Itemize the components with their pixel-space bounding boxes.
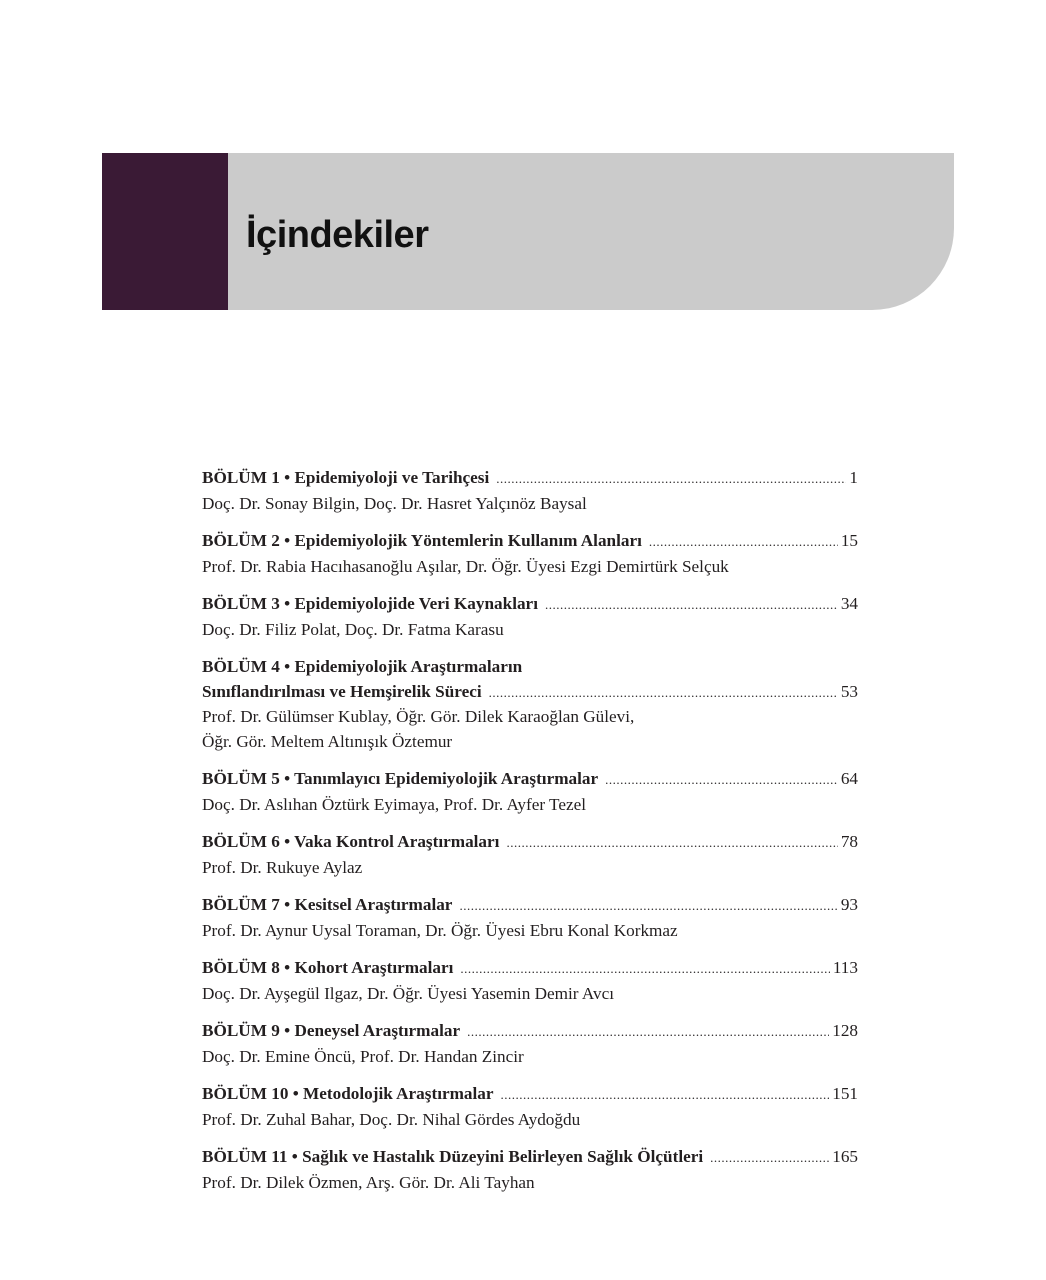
toc-entry[interactable] — [202, 893, 858, 943]
page-number: 64 — [840, 769, 858, 788]
page-number: 15 — [840, 531, 858, 550]
chapter-authors: Prof. Dr. Zuhal Bahar, Doç. Dr. Nihal Gördes Aydoğdu — [202, 1109, 581, 1129]
dot-leader — [710, 1145, 829, 1171]
chapter-number: BÖLÜM 6 — [202, 832, 280, 851]
toc-heading-line — [202, 680, 858, 706]
chapter-authors: Doç. Dr. Aslıhan Öztürk Eyimaya, Prof. Dr. Ayfer Tezel — [202, 794, 587, 814]
page-title: İçindekiler — [246, 214, 429, 256]
dot-leader — [460, 956, 829, 982]
toc-entry[interactable] — [202, 529, 858, 579]
toc-entry[interactable] — [202, 767, 858, 817]
chapter-title: Metodolojik Araştırmalar — [303, 1084, 494, 1103]
chapter-title: Sağlık ve Hastalık Düzeyini Belirleyen Sağlık Ölçütleri — [302, 1147, 704, 1166]
chapter-title: Deneysel Araştırmalar — [294, 1021, 461, 1040]
chapter-title: Epidemiyolojik Yöntemlerin Kullanım Alanları — [294, 531, 642, 550]
chapter-separator: • — [279, 531, 295, 550]
chapter-separator: • — [279, 1021, 295, 1040]
page-number: 165 — [832, 1147, 858, 1166]
chapter-title: Epidemiyoloji ve Tarihçesi — [294, 468, 490, 487]
chapter-authors: Doç. Dr. Emine Öncü, Prof. Dr. Handan Zincir — [202, 1046, 524, 1066]
toc-entry[interactable] — [202, 1082, 858, 1132]
dot-leader — [649, 529, 838, 555]
toc-entry[interactable] — [202, 830, 858, 880]
chapter-authors: Prof. Dr. Aynur Uysal Toraman, Dr. Öğr. Üyesi Ebru Konal Korkmaz — [202, 920, 678, 940]
chapter-number: BÖLÜM 9 — [202, 1021, 280, 1040]
chapter-authors: Prof. Dr. Dilek Özmen, Arş. Gör. Dr. Ali Tayhan — [202, 1172, 535, 1192]
toc-heading-line — [202, 655, 858, 680]
page-number: 1 — [849, 468, 858, 487]
dot-leader — [467, 1019, 829, 1045]
chapter-authors: Prof. Dr. Rabia Hacıhasanoğlu Aşılar, Dr. Öğr. Üyesi Ezgi Demirtürk Selçuk — [202, 556, 729, 576]
chapter-authors: Öğr. Gör. Meltem Altınışık Öztemur — [202, 731, 453, 751]
toc-entry[interactable] — [202, 956, 858, 1006]
toc-heading-line — [202, 1145, 858, 1171]
table-of-contents — [202, 466, 858, 1208]
chapter-separator: • — [279, 958, 295, 977]
page-number: 151 — [832, 1084, 858, 1103]
chapter-title: Epidemiyolojik Araştırmaların — [294, 657, 523, 676]
toc-heading-line — [202, 592, 858, 618]
toc-heading-line — [202, 956, 858, 982]
dot-leader — [459, 893, 837, 919]
chapter-separator: • — [288, 1084, 304, 1103]
toc-heading-line — [202, 830, 858, 856]
chapter-title: Tanımlayıcı Epidemiyolojik Araştırmalar — [294, 769, 599, 788]
chapter-title: Kohort Araştırmaları — [294, 958, 454, 977]
chapter-authors: Prof. Dr. Gülümser Kublay, Öğr. Gör. Dilek Karaoğlan Gülevi, — [202, 707, 635, 726]
dot-leader — [496, 466, 846, 492]
page-number: 93 — [840, 895, 858, 914]
chapter-title: Sınıflandırılması ve Hemşirelik Süreci — [202, 681, 482, 701]
chapter-number: BÖLÜM 7 — [202, 895, 280, 914]
chapter-separator: • — [279, 769, 295, 788]
page-number: 53 — [840, 681, 858, 701]
chapter-authors: Prof. Dr. Rukuye Aylaz — [202, 857, 363, 877]
chapter-number: BÖLÜM 2 — [202, 531, 280, 550]
chapter-separator: • — [279, 657, 295, 676]
chapter-authors: Doç. Dr. Filiz Polat, Doç. Dr. Fatma Karasu — [202, 619, 504, 639]
dot-leader — [501, 1082, 830, 1108]
chapter-title: Epidemiyolojide Veri Kaynakları — [294, 594, 538, 613]
dot-leader — [605, 767, 838, 793]
header-accent-block — [102, 153, 228, 310]
chapter-number: BÖLÜM 1 — [202, 468, 280, 487]
chapter-authors: Doç. Dr. Ayşegül Ilgaz, Dr. Öğr. Üyesi Yasemin Demir Avcı — [202, 983, 614, 1003]
toc-heading-line — [202, 1082, 858, 1108]
chapter-separator: • — [279, 832, 295, 851]
chapter-number: BÖLÜM 11 — [202, 1147, 288, 1166]
toc-heading-line — [202, 1019, 858, 1045]
toc-entry[interactable] — [202, 655, 858, 754]
chapter-separator: • — [279, 895, 295, 914]
toc-heading-line — [202, 529, 858, 555]
chapter-number: BÖLÜM 4 — [202, 657, 280, 676]
dot-leader — [545, 592, 838, 618]
page-number: 113 — [832, 958, 858, 977]
chapter-separator: • — [287, 1147, 303, 1166]
page-number: 128 — [832, 1021, 858, 1040]
chapter-number: BÖLÜM 5 — [202, 769, 280, 788]
toc-entry[interactable] — [202, 466, 858, 516]
chapter-number: BÖLÜM 10 — [202, 1084, 289, 1103]
dot-leader — [506, 830, 837, 856]
page-number: 78 — [840, 832, 858, 851]
chapter-separator: • — [279, 468, 295, 487]
toc-heading-line — [202, 466, 858, 492]
page-number: 34 — [840, 594, 858, 613]
chapter-title: Vaka Kontrol Araştırmaları — [294, 832, 500, 851]
chapter-separator: • — [279, 594, 295, 613]
chapter-authors: Doç. Dr. Sonay Bilgin, Doç. Dr. Hasret Yalçınöz Baysal — [202, 493, 587, 513]
dot-leader — [489, 680, 838, 706]
toc-heading-line — [202, 767, 858, 793]
toc-entry[interactable] — [202, 592, 858, 642]
toc-entry[interactable] — [202, 1019, 858, 1069]
toc-entry[interactable] — [202, 1145, 858, 1195]
chapter-number: BÖLÜM 8 — [202, 958, 280, 977]
chapter-number: BÖLÜM 3 — [202, 594, 280, 613]
chapter-title: Kesitsel Araştırmalar — [294, 895, 453, 914]
toc-heading-line — [202, 893, 858, 919]
